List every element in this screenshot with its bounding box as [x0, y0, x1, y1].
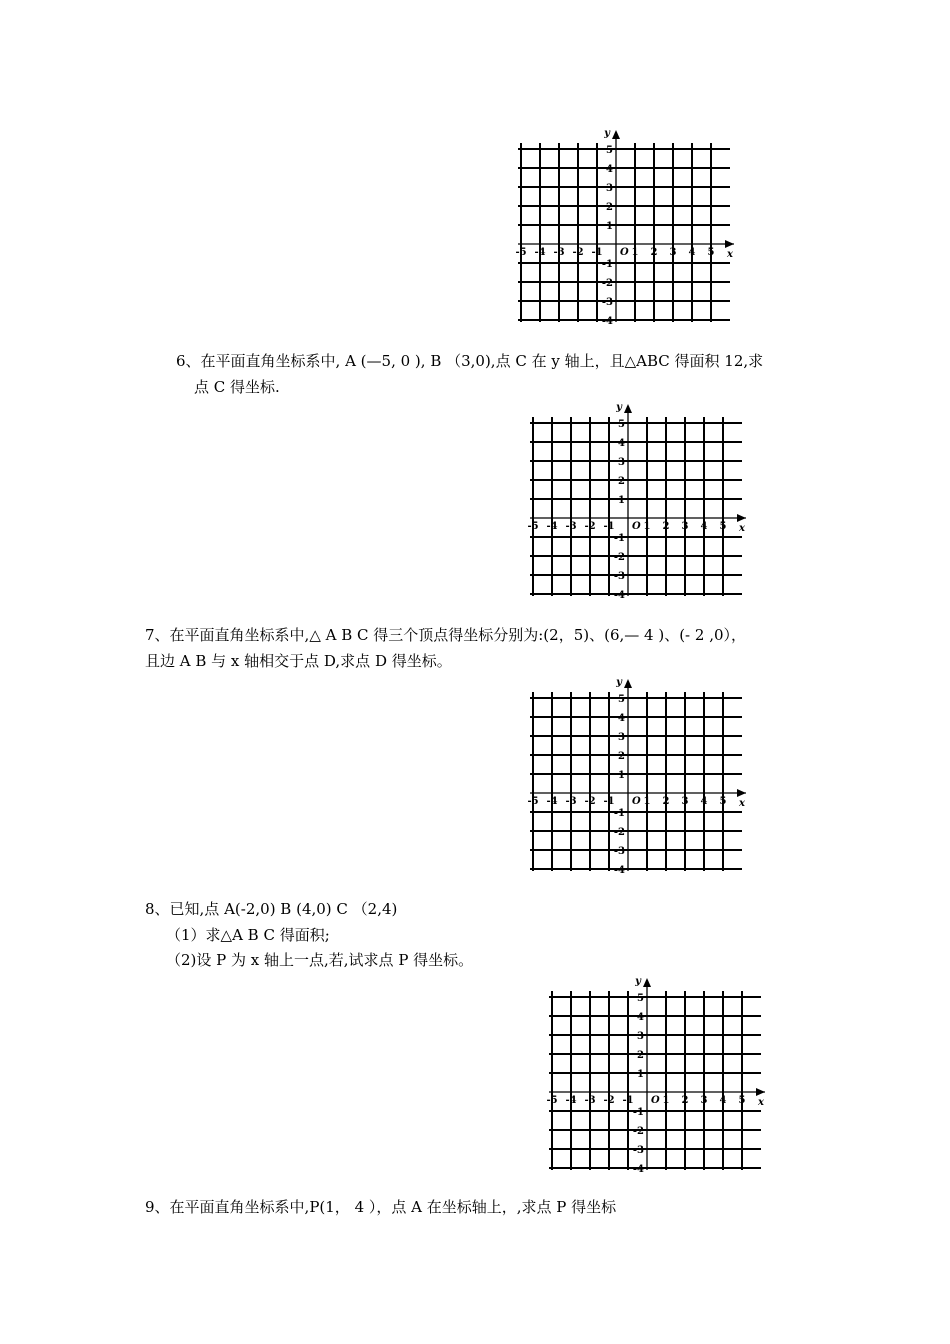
y-tick-label: 4	[637, 1012, 644, 1023]
problem-8-line-2: （1）求△A B C 得面积;	[166, 926, 330, 944]
x-tick-label: 3	[681, 796, 689, 807]
y-tick-label: -1	[613, 533, 625, 544]
problem-7-line-1: 7、在平面直角坐标系中,△ A B C 得三个顶点得坐标分别为:(2，5)、(6,— 4 )、(- 2 ,0），	[145, 626, 747, 644]
y-tick-label: -3	[632, 1145, 644, 1156]
x-tick-label: -5	[515, 247, 527, 258]
x-tick-label: -3	[565, 521, 577, 532]
grid-svg	[526, 402, 752, 600]
x-tick-label: 4	[700, 521, 708, 532]
y-tick-label: 3	[618, 457, 625, 468]
x-tick-label: -1	[591, 247, 603, 258]
y-tick-label: 5	[637, 993, 644, 1004]
x-axis-arrow-icon	[737, 514, 746, 522]
x-tick-label: -2	[584, 521, 596, 532]
x-tick-label: -2	[603, 1095, 615, 1106]
x-tick-label: 4	[688, 247, 696, 258]
x-axis-label: x	[739, 523, 745, 534]
x-axis-arrow-icon	[756, 1088, 765, 1096]
coordinate-grid-4	[545, 976, 771, 1174]
problem-9-line-1: 9、在平面直角坐标系中,P(1， 4 ），点 A 在坐标轴上，,求点 P 得坐标	[145, 1198, 617, 1216]
x-tick-label: -5	[527, 796, 539, 807]
y-tick-label: -1	[601, 259, 613, 270]
x-axis-arrow-icon	[725, 240, 734, 248]
x-tick-label: -2	[572, 247, 584, 258]
problem-8-line-3: （2)设 P 为 x 轴上一点,若,试求点 P 得坐标。	[166, 951, 474, 969]
coordinate-grid-1	[514, 128, 740, 326]
x-tick-label: -4	[546, 521, 558, 532]
problem-8-line-1: 8、已知,点 A(-2,0) B (4,0) C （2,4)	[145, 900, 398, 918]
x-tick-label: 5	[719, 521, 727, 532]
y-tick-label: -4	[613, 590, 625, 600]
x-tick-label: 1	[631, 247, 639, 258]
x-tick-label: 4	[719, 1095, 727, 1106]
coordinate-grid-3	[526, 677, 752, 875]
problem-6-line-1: 6、在平面直角坐标系中, A (—5, 0 ), B （3,0),点 C 在 y 轴上，且△ABC 得面积 12,求	[176, 352, 764, 370]
y-tick-label: 1	[606, 221, 613, 232]
y-tick-label: 3	[637, 1031, 644, 1042]
y-tick-label: -3	[601, 297, 613, 308]
x-tick-label: 5	[738, 1095, 746, 1106]
x-tick-label: 2	[650, 247, 658, 258]
x-tick-label: 2	[681, 1095, 689, 1106]
y-tick-label: 5	[618, 419, 625, 430]
x-tick-label: -1	[603, 796, 615, 807]
y-tick-label: -2	[601, 278, 613, 289]
y-axis-label: y	[616, 677, 622, 688]
y-axis-arrow-icon	[624, 679, 632, 688]
x-tick-label: 1	[662, 1095, 670, 1106]
problem-6-line-2: 点 C 得坐标.	[194, 378, 280, 396]
coordinate-grid-2	[526, 402, 752, 600]
x-axis-label: x	[739, 798, 745, 809]
x-tick-label: -3	[565, 796, 577, 807]
y-tick-label: 1	[618, 495, 625, 506]
y-tick-label: -3	[613, 571, 625, 582]
origin-label: O	[632, 521, 641, 532]
y-tick-label: -4	[632, 1164, 644, 1174]
grid-svg	[514, 128, 740, 326]
origin-label: O	[651, 1095, 660, 1106]
x-tick-label: 1	[643, 521, 651, 532]
y-tick-label: 2	[618, 751, 625, 762]
grid-svg	[526, 677, 752, 875]
x-axis-arrow-icon	[737, 789, 746, 797]
x-tick-label: 3	[669, 247, 677, 258]
y-tick-label: 5	[618, 694, 625, 705]
x-tick-label: 3	[700, 1095, 708, 1106]
y-tick-label: -4	[613, 865, 625, 875]
x-tick-label: 5	[719, 796, 727, 807]
y-tick-label: 3	[618, 732, 625, 743]
y-tick-label: -4	[601, 316, 613, 326]
y-tick-label: 2	[606, 202, 613, 213]
x-tick-label: -3	[553, 247, 565, 258]
y-tick-label: 2	[618, 476, 625, 487]
y-axis-label: y	[616, 402, 622, 413]
y-axis-arrow-icon	[612, 130, 620, 139]
x-tick-label: -5	[527, 521, 539, 532]
x-tick-label: -1	[603, 521, 615, 532]
y-tick-label: -2	[632, 1126, 644, 1137]
y-axis-arrow-icon	[624, 404, 632, 413]
y-axis-label: y	[635, 976, 641, 987]
x-tick-label: -4	[565, 1095, 577, 1106]
y-tick-label: 1	[637, 1069, 644, 1080]
y-tick-label: 5	[606, 145, 613, 156]
y-axis-label: y	[604, 128, 610, 139]
x-tick-label: -1	[622, 1095, 634, 1106]
y-axis-arrow-icon	[643, 978, 651, 987]
x-tick-label: 4	[700, 796, 708, 807]
y-tick-label: 4	[618, 438, 625, 449]
y-tick-label: -2	[613, 552, 625, 563]
problem-7-line-2: 且边 A B 与 x 轴相交于点 D,求点 D 得坐标。	[145, 652, 452, 670]
y-tick-label: 3	[606, 183, 613, 194]
x-tick-label: 2	[662, 796, 670, 807]
x-tick-label: -4	[534, 247, 546, 258]
grid-svg	[545, 976, 771, 1174]
x-tick-label: -5	[546, 1095, 558, 1106]
x-tick-label: -3	[584, 1095, 596, 1106]
origin-label: O	[632, 796, 641, 807]
y-tick-label: -1	[613, 808, 625, 819]
y-tick-label: -2	[613, 827, 625, 838]
origin-label: O	[620, 247, 629, 258]
y-tick-label: 2	[637, 1050, 644, 1061]
y-tick-label: -3	[613, 846, 625, 857]
x-tick-label: -2	[584, 796, 596, 807]
y-tick-label: 4	[618, 713, 625, 724]
x-tick-label: -4	[546, 796, 558, 807]
y-tick-label: 4	[606, 164, 613, 175]
x-tick-label: 1	[643, 796, 651, 807]
x-tick-label: 5	[707, 247, 715, 258]
x-axis-label: x	[758, 1097, 764, 1108]
y-tick-label: -1	[632, 1107, 644, 1118]
x-axis-label: x	[727, 249, 733, 260]
x-tick-label: 2	[662, 521, 670, 532]
x-tick-label: 3	[681, 521, 689, 532]
y-tick-label: 1	[618, 770, 625, 781]
